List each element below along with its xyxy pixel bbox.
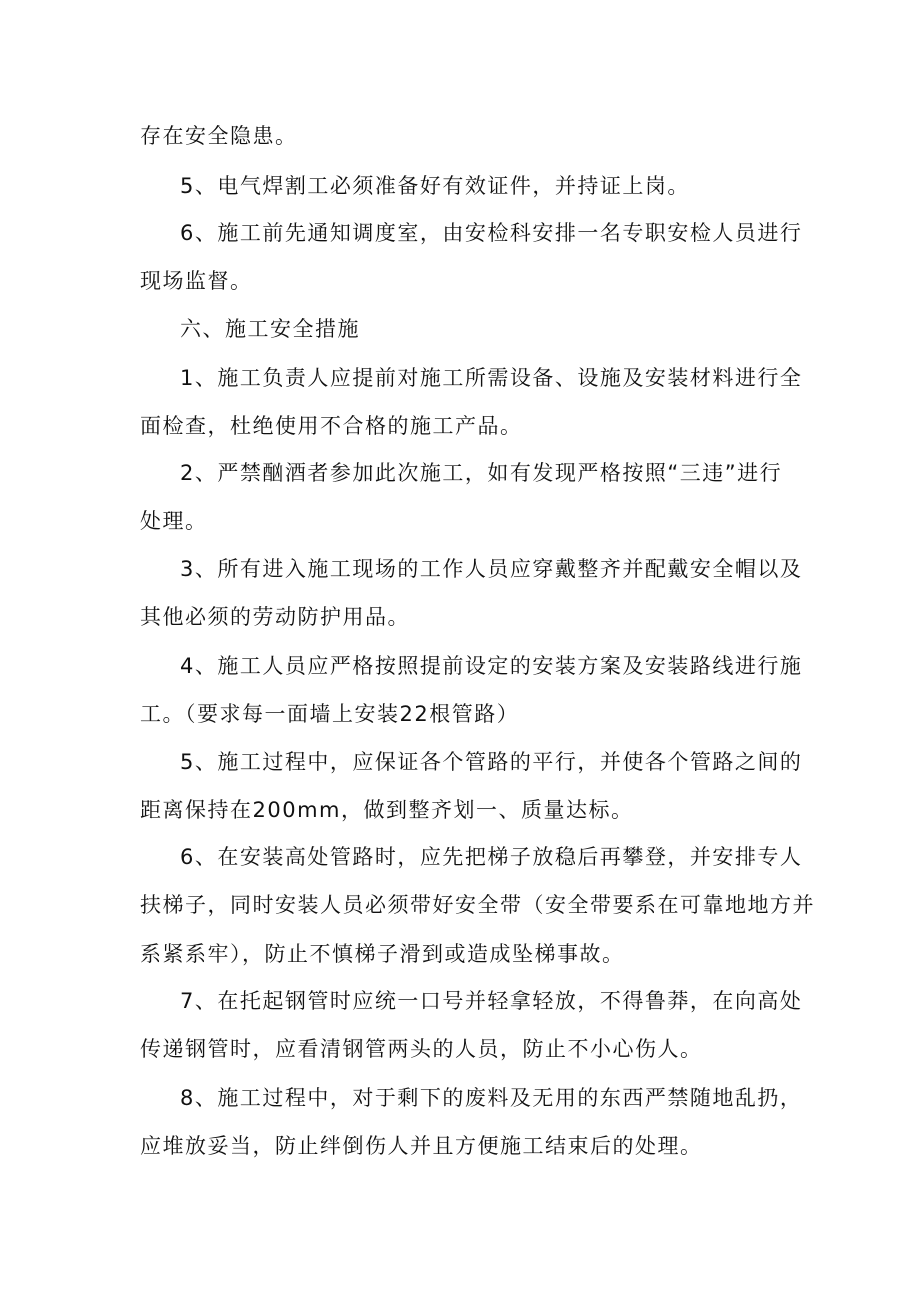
text-line: 系紧系牢），防止不慎梯子滑到或造成坠梯事故。 [140,942,625,966]
text-line: 7、在托起钢管时应统一口号并轻拿轻放，不得鲁莽，在向高处 [180,989,803,1013]
text-line: 工。（要求每一面墙上安装22根管路） [140,702,520,726]
text-line: 1、施工负责人应提前对施工所需设备、设施及安装材料进行全 [180,366,803,390]
text-line: 8、施工过程中，对于剩下的废料及无用的东西严禁随地乱扔， [180,1086,803,1110]
text-line: 应堆放妥当，防止绊倒伤人并且方便施工结束后的处理。 [140,1134,703,1158]
text-line: 2、严禁酗酒者参加此次施工，如有发现严格按照“三违”进行 [180,461,783,485]
text-line: 传递钢管时，应看清钢管两头的人员，防止不小心伤人。 [140,1037,703,1061]
text-line: 存在安全隐患。 [140,124,298,148]
text-line: 现场监督。 [140,269,253,293]
text-line: 5、施工过程中，应保证各个管路的平行，并使各个管路之间的 [180,750,803,774]
text-line: 处理。 [140,509,208,533]
text-line: 6、施工前先通知调度室，由安检科安排一名专职安检人员进行 [180,221,803,245]
text-line: 5、电气焊割工必须准备好有效证件，并持证上岗。 [180,174,690,198]
text-line: 6、在安装高处管路时，应先把梯子放稳后再攀登，并安排专人 [180,845,803,869]
text-line: 距离保持在200mm，做到整齐划一、质量达标。 [140,798,634,822]
text-line: 扶梯子，同时安装人员必须带好安全带（安全带要系在可靠地地方并 [140,893,815,917]
text-line: 4、施工人员应严格按照提前设定的安装方案及安装路线进行施 [180,654,803,678]
section-heading: 六、施工安全措施 [180,317,360,341]
text-line: 面检查，杜绝使用不合格的施工产品。 [140,414,523,438]
text-line: 3、所有进入施工现场的工作人员应穿戴整齐并配戴安全帽以及 [180,557,803,581]
text-line: 其他必须的劳动防护用品。 [140,605,410,629]
